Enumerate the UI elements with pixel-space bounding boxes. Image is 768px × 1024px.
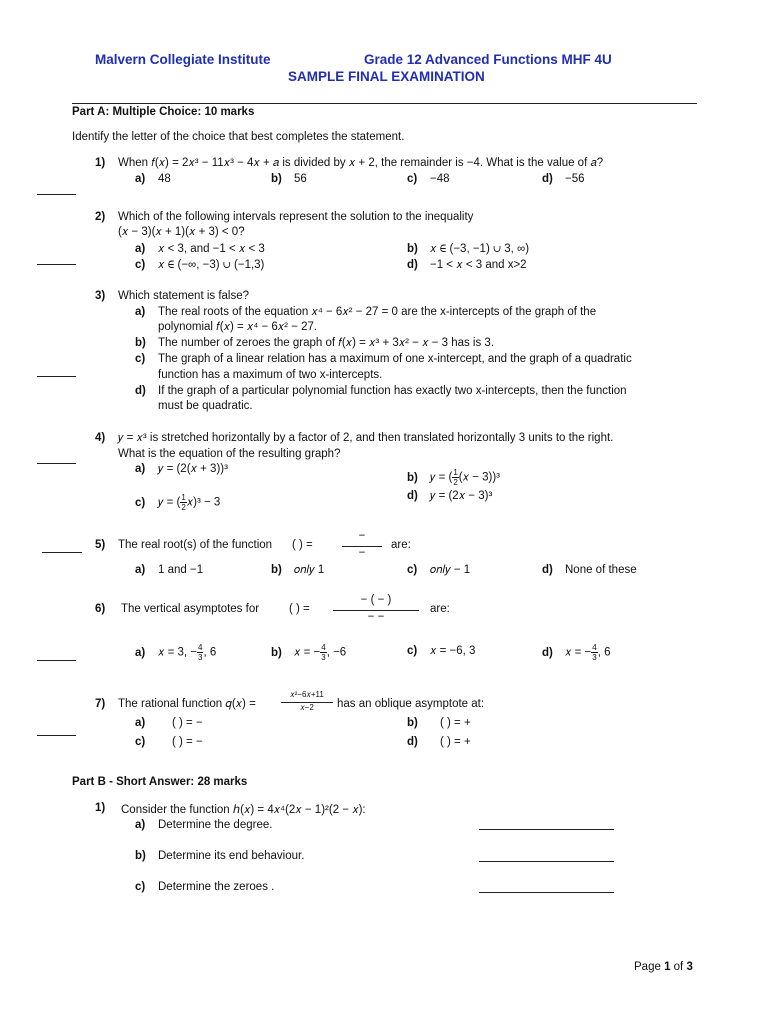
q1-label-b: b) — [271, 173, 282, 185]
part-b-title: Part B - Short Answer: 28 marks — [72, 776, 248, 788]
q5-function: ( ) = — [292, 539, 313, 551]
q6-choice-a: 𝑥 = 3, − $\frac{4}{3}$ , 6 — [158, 643, 217, 662]
b1-label-a: a) — [135, 819, 146, 831]
q5-choice-b: 𝑜𝑛𝑙𝑦 1 — [294, 564, 325, 576]
q4-label-c: c) — [135, 497, 146, 509]
q1-choice-a: 48 — [158, 173, 171, 185]
q7-label-a: a) — [135, 717, 146, 729]
q3-choice-c-line1: The graph of a linear relation has a maximum of one x-intercept, and the graph of a quadratic — [158, 353, 632, 365]
q3-choice-b: The number of zeroes the graph of 𝑓(𝑥) = 𝑥³ + 3𝑥² − 𝑥 − 3 has is 3. — [158, 337, 495, 349]
q2-answer-blank[interactable] — [37, 264, 76, 265]
q3-choice-a-line2: polynomial 𝑓(𝑥) = 𝑥⁴ − 6𝑥² − 27. — [158, 321, 318, 333]
q5-answer-blank[interactable] — [42, 552, 82, 553]
q3-text: Which statement is false? — [118, 290, 250, 302]
q2-choice-c: 𝑥 ∈ (−∞, −3) ∪ (−1,3) — [158, 259, 265, 271]
b1-answer-b-line[interactable] — [479, 861, 614, 862]
q4-label-b: b) — [407, 472, 418, 484]
q4-answer-blank[interactable] — [37, 463, 76, 464]
q2-label-d: d) — [407, 259, 418, 271]
q6-function: ( ) = — [289, 603, 310, 615]
q1-text: When 𝑓(𝑥) = 2𝑥³ − 11𝑥³ − 4𝑥 + 𝑎 is divided by 𝑥 + 2, the remainder is −4. What is the value of 𝑎? — [118, 157, 604, 169]
b1-part-b: Determine its end behaviour. — [158, 850, 305, 862]
q7-choice-d: ( ) = + — [440, 736, 471, 748]
q2-number: 2) — [95, 211, 106, 223]
q2-choice-a: 𝑥 < 3, and −1 < 𝑥 < 3 — [158, 243, 265, 255]
q1-label-a: a) — [135, 173, 146, 185]
q5-choice-c: 𝑜𝑛𝑙𝑦 − 1 — [430, 564, 471, 576]
q7-fraction-denominator: 𝑥−2 — [300, 703, 314, 712]
q4-choice-a: 𝑦 = (2(𝑥 + 3))³ — [158, 463, 228, 475]
q2-label-a: a) — [135, 243, 146, 255]
b1-part-a: Determine the degree. — [158, 819, 273, 831]
q5-fraction-numerator: − — [358, 530, 366, 542]
q7-text-post: has an oblique asymptote at: — [337, 698, 485, 710]
q1-choice-d: −56 — [565, 173, 585, 185]
q7-label-b: b) — [407, 717, 418, 729]
q6-number: 6) — [95, 603, 106, 615]
b1-number: 1) — [95, 802, 106, 814]
q3-label-a: a) — [135, 306, 146, 318]
q6-choice-c: 𝑥 = −6, 3 — [430, 645, 476, 657]
q6-fraction-denominator: − − — [367, 611, 385, 623]
q6-label-d: d) — [542, 647, 553, 659]
q3-label-d: d) — [135, 385, 146, 397]
q7-choice-b: ( ) = + — [440, 717, 471, 729]
q1-label-c: c) — [407, 173, 418, 185]
course-title: Grade 12 Advanced Functions MHF 4U — [364, 52, 612, 67]
b1-answer-c-line[interactable] — [479, 892, 614, 893]
q3-choice-a-line1: The real roots of the equation 𝑥⁴ − 6𝑥² − 27 = 0 are the x-intercepts of the graph of the — [158, 306, 597, 318]
q5-label-a: a) — [135, 564, 146, 576]
q3-choice-d-line2: must be quadratic. — [158, 400, 253, 412]
q7-text-pre: The rational function 𝑞(𝑥) = — [118, 698, 256, 710]
header-rule — [72, 103, 697, 104]
q7-label-d: d) — [407, 736, 418, 748]
q4-number: 4) — [95, 432, 106, 444]
q5-label-d: d) — [542, 564, 553, 576]
q4-text-line2: What is the equation of the resulting graph? — [118, 448, 341, 460]
q1-number: 1) — [95, 157, 106, 169]
q3-number: 3) — [95, 290, 106, 302]
q7-choice-c: ( ) = − — [172, 736, 203, 748]
q1-choice-b: 56 — [294, 173, 307, 185]
q3-choice-d-line1: If the graph of a particular polynomial function has exactly two x-intercepts, then the function — [158, 385, 627, 397]
q3-label-c: c) — [135, 353, 146, 365]
q6-label-b: b) — [271, 647, 282, 659]
q6-label-c: c) — [407, 645, 418, 657]
q4-label-a: a) — [135, 463, 146, 475]
q5-label-c: c) — [407, 564, 418, 576]
b1-label-b: b) — [135, 850, 146, 862]
q7-fraction-numerator: 𝑥²−6𝑥+11 — [290, 690, 324, 699]
q2-label-b: b) — [407, 243, 418, 255]
q3-choice-c-line2: function has a maximum of two x-intercepts. — [158, 369, 383, 381]
q4-choice-b: 𝑦 = ( $\frac{1}{2}$ (𝑥 − 3))³ — [430, 468, 500, 487]
q6-choice-b: 𝑥 = − $\frac{4}{3}$ , −6 — [294, 643, 347, 662]
b1-label-c: c) — [135, 881, 146, 893]
q6-choice-d: 𝑥 = − $\frac{4}{3}$ , 6 — [565, 643, 611, 662]
q5-fraction-denominator: − — [358, 547, 366, 559]
q4-choice-d: 𝑦 = (2𝑥 − 3)³ — [430, 490, 493, 502]
q6-tail: are: — [430, 603, 450, 615]
q3-label-b: b) — [135, 337, 146, 349]
q2-choice-d: −1 < 𝑥 < 3 and x>2 — [430, 259, 527, 271]
exam-title: SAMPLE FINAL EXAMINATION — [288, 69, 485, 84]
q2-label-c: c) — [135, 259, 146, 271]
q7-label-c: c) — [135, 736, 146, 748]
q5-label-b: b) — [271, 564, 282, 576]
q6-label-a: a) — [135, 647, 146, 659]
q4-choice-c: 𝑦 = ( $\frac{1}{2}$ 𝑥)³ − 3 — [158, 493, 221, 512]
q4-label-d: d) — [407, 490, 418, 502]
q7-number: 7) — [95, 698, 106, 710]
part-a-instruction: Identify the letter of the choice that best completes the statement. — [72, 131, 405, 143]
q1-answer-blank[interactable] — [37, 194, 76, 195]
q6-fraction-numerator: − ( − ) — [360, 594, 392, 606]
b1-text: Consider the function ℎ(𝑥) = 4𝑥⁴(2𝑥 − 1)²(2 − 𝑥): — [121, 804, 366, 816]
q1-choice-c: −48 — [430, 173, 450, 185]
q4-text-line1: 𝑦 = 𝑥³ is stretched horizontally by a factor of 2, and then translated horizontally 3 units to the right. — [118, 432, 614, 444]
q5-choice-a: 1 and −1 — [158, 564, 204, 576]
q6-answer-blank[interactable] — [37, 660, 76, 661]
b1-answer-a-line[interactable] — [479, 829, 614, 830]
page-number: Page 1 of 3 — [634, 961, 693, 973]
q2-text-line1: Which of the following intervals represent the solution to the inequality — [118, 211, 474, 223]
q2-text-line2: (𝑥 − 3)(𝑥 + 1)(𝑥 + 3) < 0? — [118, 226, 245, 238]
q3-answer-blank[interactable] — [37, 376, 76, 377]
q5-choice-d: None of these — [565, 564, 637, 576]
q5-tail: are: — [391, 539, 411, 551]
q6-text: The vertical asymptotes for — [121, 603, 260, 615]
q2-choice-b: 𝑥 ∈ (−3, −1) ∪ 3, ∞) — [430, 243, 530, 255]
school-name: Malvern Collegiate Institute — [95, 52, 271, 67]
part-a-title: Part A: Multiple Choice: 10 marks — [72, 106, 255, 118]
q1-label-d: d) — [542, 173, 553, 185]
b1-part-c: Determine the zeroes . — [158, 881, 275, 893]
q7-answer-blank[interactable] — [37, 735, 76, 736]
q7-choice-a: ( ) = − — [172, 717, 203, 729]
q5-number: 5) — [95, 539, 106, 551]
q5-text: The real root(s) of the function — [118, 539, 273, 551]
